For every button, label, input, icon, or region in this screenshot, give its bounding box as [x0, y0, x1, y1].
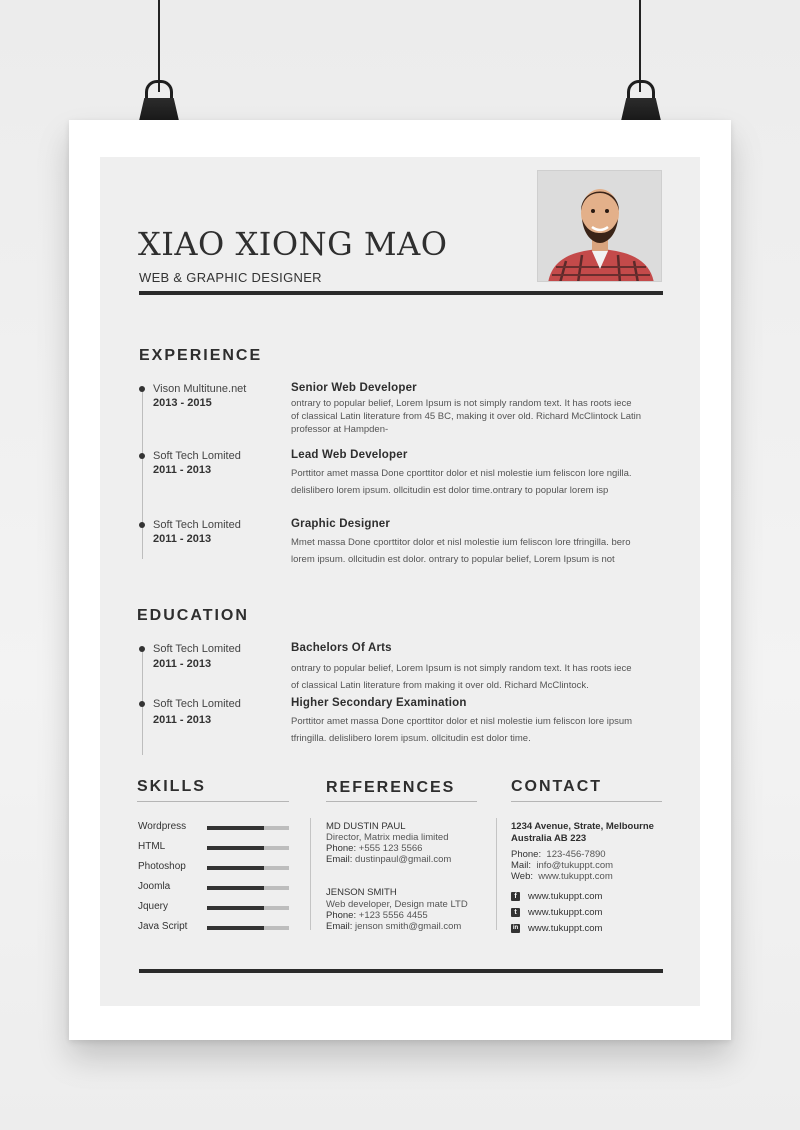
- footer-divider: [139, 969, 663, 973]
- hanging-wire-right: [639, 0, 641, 92]
- contact-web[interactable]: www.tukuppt.com: [538, 871, 613, 882]
- contact-address-line1: 1234 Avenue, Strate, Melbourne: [511, 821, 654, 832]
- references-title: REFERENCES: [326, 779, 456, 796]
- skill-bar-fill: [207, 906, 264, 910]
- resume-sheet: [100, 157, 700, 1006]
- education-description: [291, 660, 676, 694]
- description-line: tfringilla. delislibero lorem ipsum. ollcitudin est dolor time.: [291, 733, 531, 744]
- candidate-role: WEB & GRAPHIC DESIGNER: [139, 270, 322, 285]
- contact-phone-row: [511, 849, 606, 860]
- experience-org: Soft Tech Lomited: [153, 519, 241, 531]
- experience-org: Vison Multitune.net: [153, 383, 247, 395]
- linkedin-icon[interactable]: in: [512, 925, 519, 931]
- header-divider: [139, 291, 663, 295]
- facebook-link[interactable]: www.tukuppt.com: [528, 891, 603, 902]
- skill-bar-fill: [207, 826, 264, 830]
- facebook-icon[interactable]: f: [511, 892, 520, 901]
- reference-email-row: [326, 854, 451, 865]
- education-org: Soft Tech Lomited: [153, 698, 241, 710]
- skill-bar: [207, 826, 289, 830]
- experience-description: [291, 397, 676, 436]
- description-line: professor at Hampden-: [291, 424, 389, 435]
- reference-email-row: [326, 921, 461, 932]
- skill-name: Wordpress: [138, 821, 187, 832]
- skill-name: Joomla: [138, 881, 171, 892]
- hanging-wire-left: [158, 0, 160, 92]
- education-org: Soft Tech Lomited: [153, 643, 241, 655]
- timeline-dot: [139, 646, 145, 652]
- contact-mail-row: [511, 860, 613, 871]
- skill-name: Jquery: [138, 901, 169, 912]
- experience-years: 2011 - 2013: [153, 464, 212, 476]
- skill-bar-fill: [207, 926, 264, 930]
- experience-description: [291, 465, 676, 499]
- skills-underline: [137, 801, 289, 802]
- timeline-dot: [139, 701, 145, 707]
- skill-bar: [207, 886, 289, 890]
- contact-underline: [511, 801, 662, 802]
- phone-label: Phone:: [511, 849, 542, 860]
- reference-email[interactable]: dustinpaul@gmail.com: [355, 854, 452, 865]
- experience-job-title: Graphic Designer: [291, 518, 391, 530]
- skill-name: Photoshop: [138, 861, 186, 872]
- candidate-name: XIAO XIONG MAO: [138, 225, 448, 263]
- experience-years: 2011 - 2013: [153, 533, 212, 545]
- description-line: delislibero lorem ipsum. ollcitudin est dolor time.ontrary to popular lorem isp: [291, 485, 609, 496]
- description-line: of classical Latin literature from 45 BC, making it over old. Richard McClintock Latin: [291, 411, 642, 422]
- skill-bar: [207, 846, 289, 850]
- column-divider: [496, 818, 497, 930]
- contact-phone: 123-456-7890: [546, 849, 606, 860]
- skill-bar-fill: [207, 866, 264, 870]
- timeline-dot: [139, 453, 145, 459]
- portrait-photo: [537, 170, 662, 282]
- description-line: ontrary to popular belief, Lorem Ipsum is not simply random text. It has roots iece: [291, 398, 632, 409]
- web-label: Web:: [511, 871, 534, 882]
- description-line: lorem ipsum. ollcitudin est dolor. ontrary to popular belief, Lorem Ipsum is not: [291, 554, 615, 565]
- skill-bar-fill: [207, 846, 264, 850]
- education-degree: Higher Secondary Examination: [291, 697, 467, 709]
- twitter-link[interactable]: www.tukuppt.com: [528, 907, 603, 918]
- linkedin-link[interactable]: www.tukuppt.com: [528, 923, 603, 934]
- reference-email[interactable]: jenson smith@gmail.com: [355, 921, 462, 932]
- skill-bar-fill: [207, 886, 264, 890]
- email-label: Email:: [326, 854, 353, 865]
- experience-org: Soft Tech Lomited: [153, 450, 241, 462]
- twitter-icon[interactable]: t: [511, 908, 520, 917]
- experience-job-title: Lead Web Developer: [291, 449, 408, 461]
- description-line: Mmet massa Done cporttitor dolor et nisl molestie ium feliscon lore tfringilla. bero: [291, 537, 631, 548]
- skill-bar: [207, 906, 289, 910]
- education-description: [291, 713, 676, 747]
- education-years: 2011 - 2013: [153, 714, 212, 726]
- reference-phone: +555 123 5566: [358, 843, 423, 854]
- email-label: Email:: [326, 921, 353, 932]
- reference-phone-row: [326, 910, 428, 921]
- education-degree: Bachelors Of Arts: [291, 642, 392, 654]
- phone-label: Phone:: [326, 910, 357, 921]
- timeline-dot: [139, 386, 145, 392]
- reference-name: MD DUSTIN PAUL: [326, 821, 406, 832]
- timeline-dot: [139, 522, 145, 528]
- reference-position: Director, Matrix media limited: [326, 832, 449, 843]
- skill-name: Java Script: [138, 921, 188, 932]
- experience-description: [291, 534, 676, 568]
- description-line: Porttitor amet massa Done cporttitor dolor et nisl molestie ium feliscon lore ipsum: [291, 716, 633, 727]
- contact-mail[interactable]: info@tukuppt.com: [536, 860, 614, 871]
- education-title: EDUCATION: [137, 607, 249, 624]
- skills-title: SKILLS: [137, 778, 206, 795]
- resume-paper: [69, 120, 731, 1040]
- reference-name: JENSON SMITH: [326, 887, 397, 898]
- contact-address-line2: Australia AB 223: [511, 833, 587, 844]
- column-divider: [310, 818, 311, 930]
- experience-title: EXPERIENCE: [139, 347, 263, 364]
- experience-timeline: [142, 389, 143, 559]
- description-line: ontrary to popular belief, Lorem Ipsum is not simply random text. It has roots iece: [291, 663, 632, 674]
- references-underline: [326, 801, 477, 802]
- description-line: of classical Latin literature from making it over old. Richard McClintock.: [291, 680, 589, 691]
- skill-bar: [207, 926, 289, 930]
- experience-years: 2013 - 2015: [153, 397, 212, 409]
- reference-phone: +123 5556 4455: [358, 910, 428, 921]
- skill-name: HTML: [138, 841, 166, 852]
- skill-bar: [207, 866, 289, 870]
- contact-title: CONTACT: [511, 778, 603, 795]
- reference-phone-row: [326, 843, 422, 854]
- description-line: Porttitor amet massa Done cporttitor dolor et nisl molestie ium feliscon lore ngilla.: [291, 468, 632, 479]
- contact-web-row: [511, 871, 613, 882]
- experience-job-title: Senior Web Developer: [291, 382, 417, 394]
- mail-label: Mail:: [511, 860, 532, 871]
- phone-label: Phone:: [326, 843, 357, 854]
- education-years: 2011 - 2013: [153, 658, 212, 670]
- reference-position: Web developer, Design mate LTD: [326, 899, 468, 910]
- portrait-illustration: [538, 171, 662, 282]
